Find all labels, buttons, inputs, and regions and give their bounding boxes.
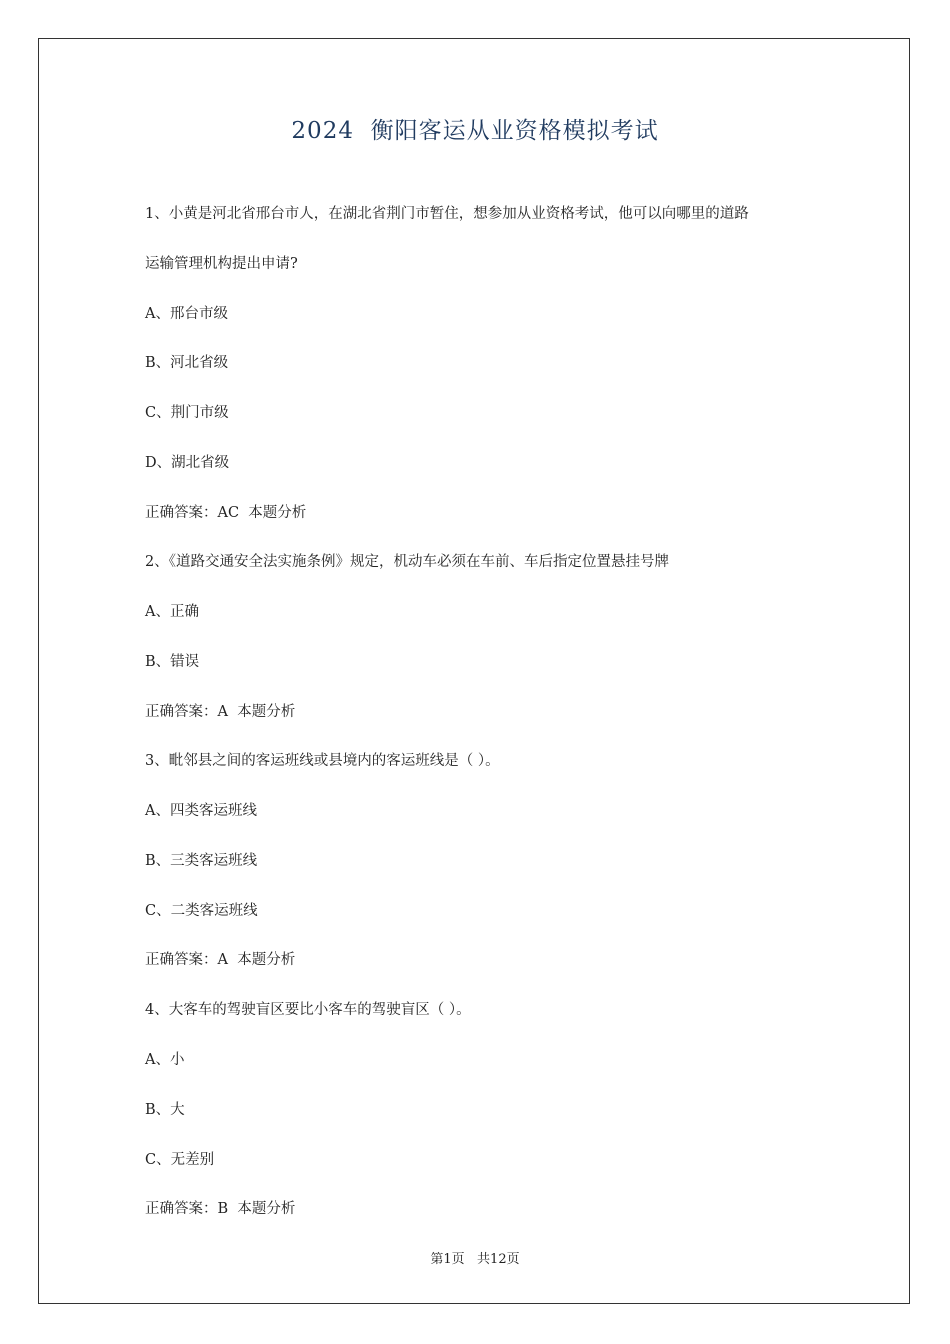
- question-3-text: 3、毗邻县之间的客运班线或县境内的客运班线是（ ）。: [145, 753, 500, 769]
- question-4-option-a: A、小: [145, 1052, 185, 1068]
- question-4-option-b: B、大: [145, 1102, 185, 1118]
- document-title: 2024 衡阳客运从业资格模拟考试: [291, 118, 659, 144]
- question-4-answer: 正确答案：B 本题分析: [145, 1201, 296, 1217]
- question-4-option-c: C、无差别: [145, 1152, 215, 1168]
- question-1-text-line-1: 1、小黄是河北省邢台市人，在湖北省荆门市暂住，想参加从业资格考试，他可以向哪里的道路: [145, 206, 749, 222]
- question-1-answer: 正确答案：AC 本题分析: [145, 505, 307, 521]
- question-1-option-b: B、河北省级: [145, 355, 229, 371]
- page-number-footer: 第1页 共12页: [430, 1252, 520, 1267]
- question-3-option-a: A、四类客运班线: [145, 803, 257, 819]
- question-3-option-b: B、三类客运班线: [145, 853, 258, 869]
- question-1-option-c: C、荆门市级: [145, 405, 229, 421]
- question-1-text-line-2: 运输管理机构提出申请?: [145, 256, 298, 272]
- question-1-option-d: D、湖北省级: [145, 455, 230, 471]
- question-2-option-b: B、错误: [145, 654, 200, 670]
- question-2-option-a: A、正确: [145, 604, 199, 620]
- question-2-answer: 正确答案：A 本题分析: [145, 704, 296, 720]
- question-1-option-a: A、邢台市级: [145, 306, 228, 322]
- question-3-answer: 正确答案：A 本题分析: [145, 952, 296, 968]
- question-2-text: 2、《道路交通安全法实施条例》规定，机动车必须在车前、车后指定位置悬挂号牌: [145, 554, 669, 570]
- question-3-option-c: C、二类客运班线: [145, 903, 258, 919]
- question-4-text: 4、大客车的驾驶盲区要比小客车的驾驶盲区（ ）。: [145, 1002, 471, 1018]
